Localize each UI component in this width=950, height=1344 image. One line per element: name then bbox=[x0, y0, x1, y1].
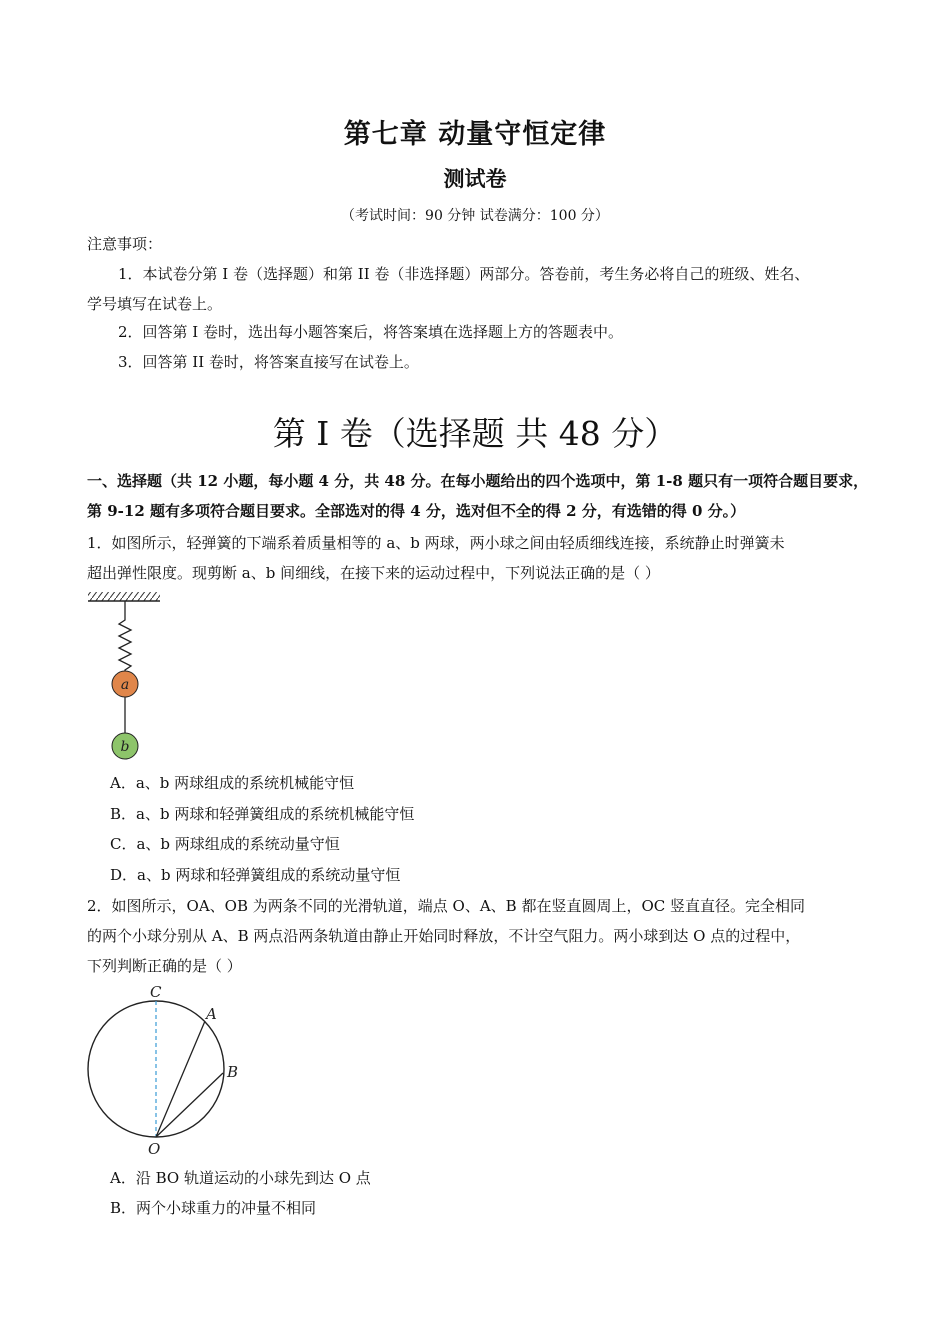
note-item-2: 2．回答第 I 卷时，选出每小题答案后，将答案填在选择题上方的答题表中。 bbox=[118, 323, 624, 341]
question-2-stem-line3: 下列判断正确的是（ ） bbox=[87, 957, 242, 975]
section-title: 第 I 卷（选择题 共 48 分） bbox=[272, 414, 678, 453]
note-item-3: 3．回答第 II 卷时，将答案直接写在试卷上。 bbox=[118, 353, 419, 371]
question-1-option-d: D．a、b 两球和轻弹簧组成的系统动量守恒 bbox=[110, 866, 401, 884]
question-1-stem-line1: 1．如图所示，轻弹簧的下端系着质量相等的 a、b 两球，两小球之间由轻质细线连接，系统静止时弹簧未 bbox=[87, 534, 785, 552]
note-item-1: 1．本试卷分第 I 卷（选择题）和第 II 卷（非选择题）两部分。答卷前，考生务必将自己的班级、姓名、 bbox=[118, 265, 810, 283]
note-item-1-cont: 学号填写在试卷上。 bbox=[87, 295, 223, 313]
point-o-label: O bbox=[148, 1140, 161, 1158]
notes-heading: 注意事项： bbox=[87, 235, 163, 253]
question-2-stem-line2: 的两个小球分别从 A、B 两点沿两条轨道由静止开始同时释放，不计空气阻力。两小球到达 O 点的过程中， bbox=[87, 927, 801, 945]
question-1-option-a: A．a、b 两球组成的系统机械能守恒 bbox=[110, 774, 355, 792]
question-2-option-a: A．沿 BO 轨道运动的小球先到达 O 点 bbox=[110, 1169, 371, 1187]
page-subtitle: 测试卷 bbox=[443, 167, 507, 191]
question-1-option-c: C．a、b 两球组成的系统动量守恒 bbox=[110, 835, 340, 853]
spring bbox=[119, 601, 131, 672]
track-oa bbox=[156, 1021, 205, 1137]
part-heading: 一、选择题（共 12 小题，每小题 4 分，共 48 分。在每小题给出的四个选项中，第 1-8 题只有一项符合题目要求，第 9-12 题有多项符合题目要求。全部选对的得 4 分，选对但不全的得 2 分，有选错的得 0 分。） bbox=[87, 472, 869, 520]
exam-info: （考试时间：90 分钟 试卷满分：100 分） bbox=[341, 208, 609, 224]
page-title: 第七章 动量守恒定律 bbox=[343, 119, 607, 150]
question-2-option-b: B．两个小球重力的冲量不相同 bbox=[110, 1199, 317, 1217]
question-1-stem-line2: 超出弹性限度。现剪断 a、b 间细线，在接下来的运动过程中，下列说法正确的是（ ） bbox=[87, 564, 660, 582]
ball-a-label: a bbox=[120, 677, 130, 693]
point-c-label: C bbox=[150, 983, 162, 1001]
point-a-label: A bbox=[206, 1005, 217, 1023]
circle-track-figure bbox=[84, 982, 254, 1160]
ball-b-label: b bbox=[120, 739, 130, 755]
spring-ball-figure bbox=[86, 590, 166, 766]
question-1-option-b: B．a、b 两球和轻弹簧组成的系统机械能守恒 bbox=[110, 805, 415, 823]
ceiling-hatch bbox=[88, 592, 160, 601]
point-b-label: B bbox=[227, 1063, 239, 1081]
question-2-stem-line1: 2．如图所示，OA、OB 为两条不同的光滑轨道，端点 O、A、B 都在竖直圆周上，OC 竖直直径。完全相同 bbox=[87, 897, 805, 915]
